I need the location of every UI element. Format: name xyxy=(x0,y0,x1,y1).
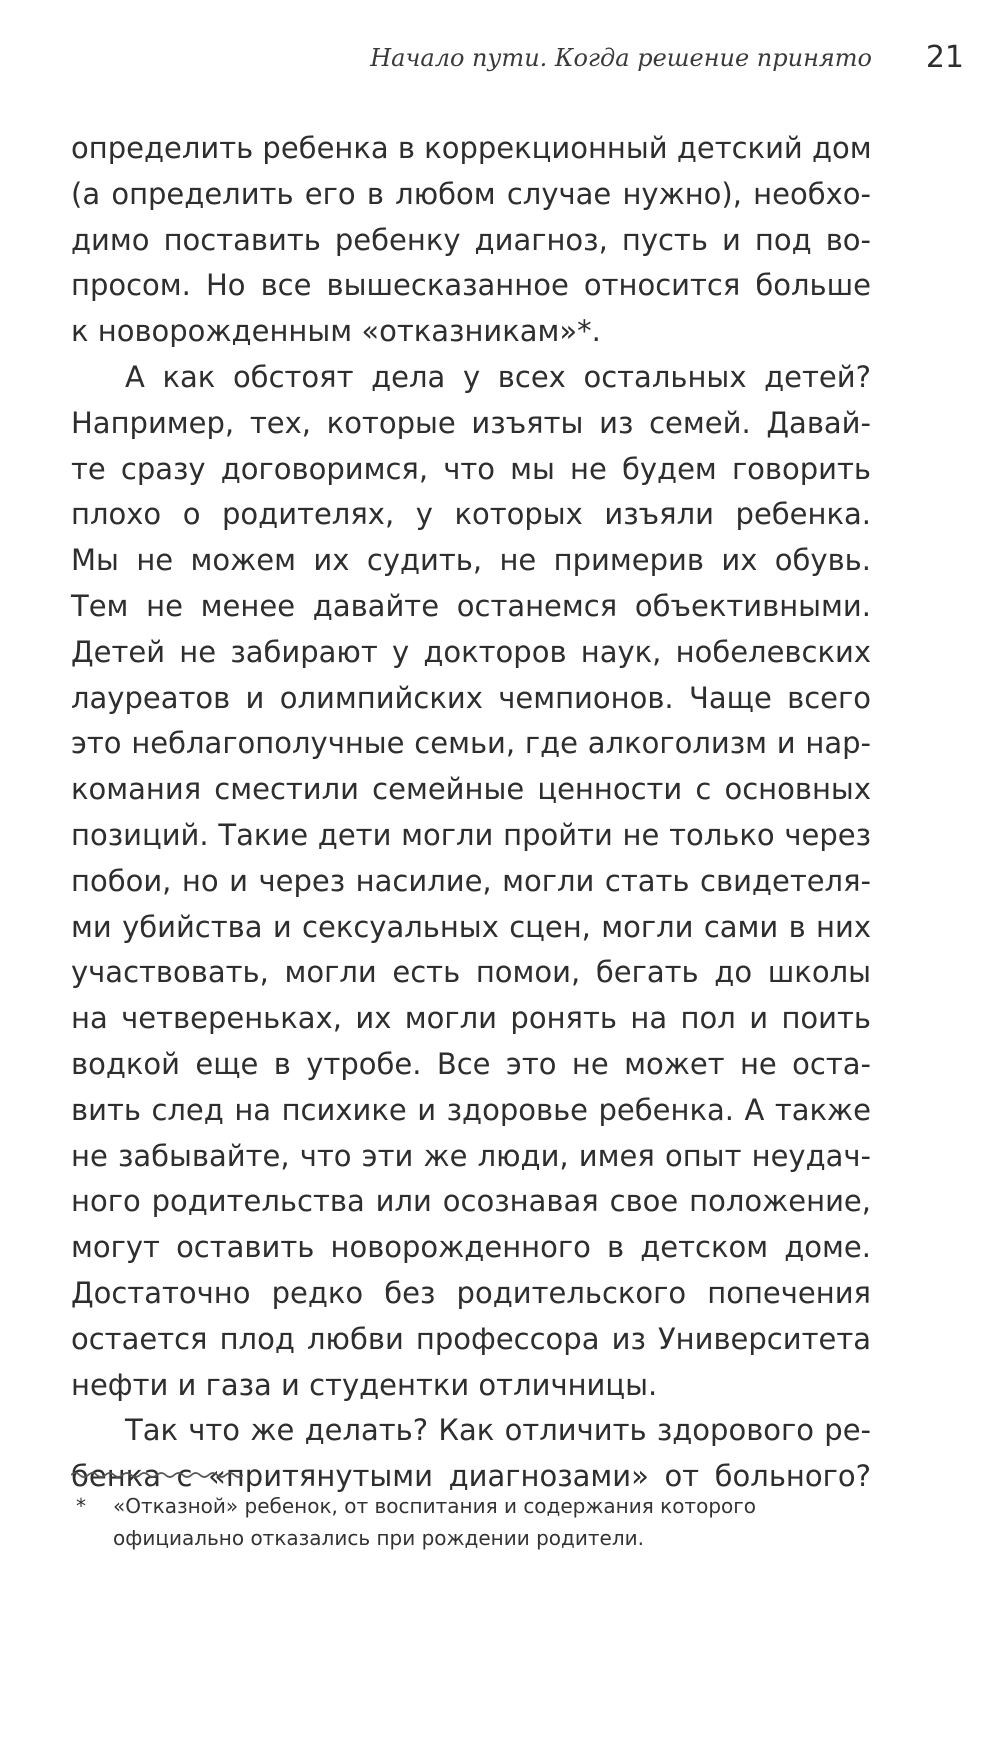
footnote-marker: * xyxy=(76,1494,86,1518)
text-line: водкой еще в утробе. Все это не может не оста- xyxy=(71,1046,871,1081)
text-line: А как обстоят дела у всех остальных детей? xyxy=(125,359,871,394)
text-line: ного родительства или осознавая свое положение, xyxy=(71,1184,871,1219)
text-line: лауреатов и олимпийских чемпионов. Чаще всего xyxy=(71,680,871,715)
text-line: это неблагополучные семьи, где алкоголизм и нар- xyxy=(71,726,871,761)
text-line: побои, но и через насилие, могли стать свидетеля- xyxy=(71,863,871,898)
text-line: те сразу договоримся, что мы не будем говорить xyxy=(71,451,871,486)
text-line: плохо о родителях, у которых изъяли ребенка. xyxy=(71,497,871,532)
text-line: Мы не можем их судить, не примерив их обувь. xyxy=(71,543,871,578)
text-line: Детей не забирают у докторов наук, нобелевских xyxy=(71,634,871,669)
text-line: не забывайте, что эти же люди, имея опыт неудач- xyxy=(71,1138,871,1173)
text-line: ми убийства и сексуальных сцен, могли сами в них xyxy=(71,909,871,944)
text-line: димо поставить ребенку диагноз, пусть и под во- xyxy=(71,222,871,257)
text-line: просом. Но все вышесказанное относится больше xyxy=(71,268,871,303)
text-line: могут оставить новорожденного в детском доме. xyxy=(71,1230,871,1265)
text-line: на четвереньках, их могли ронять на пол и поить xyxy=(71,1001,871,1036)
page-number: 21 xyxy=(925,40,964,75)
text-line: Так что же делать? Как отличить здорового ре- xyxy=(125,1413,871,1448)
text-line: остается плод любви профессора из Университета xyxy=(71,1321,871,1356)
text-line: комания сместили семейные ценности с основных xyxy=(71,772,871,807)
text-line: определить ребенка в коррекционный детский дом xyxy=(71,131,872,165)
text-line: (а определить его в любом случае нужно), необхо- xyxy=(71,176,871,211)
text-line: позиций. Такие дети могли пройти не только через xyxy=(71,817,871,852)
text-line: нефти и газа и студентки отличницы. xyxy=(71,1367,658,1402)
text-line: Тем не менее давайте останемся объективными. xyxy=(71,588,871,623)
footnote-line: «Отказной» ребенок, от воспитания и содержания которого xyxy=(113,1494,756,1518)
text-line: вить след на психике и здоровье ребенка. А также xyxy=(71,1092,871,1127)
text-line: Например, тех, которые изъяты из семей. Давай- xyxy=(71,405,871,440)
text-line: Достаточно редко без родительского попечения xyxy=(71,1275,871,1310)
footnote xyxy=(76,1490,836,1554)
text-line: бенка с «притянутыми диагнозами» от больного? xyxy=(71,1459,871,1494)
body-text xyxy=(71,126,871,1500)
text-line: участвовать, могли есть помои, бегать до школы xyxy=(71,955,871,990)
running-head: Начало пути. Когда решение принято xyxy=(370,44,872,72)
footnote-divider xyxy=(71,1468,243,1482)
text-line: к новорожденным «отказникам»*. xyxy=(71,314,601,349)
footnote-line: официально отказались при рождении родители. xyxy=(113,1526,644,1550)
